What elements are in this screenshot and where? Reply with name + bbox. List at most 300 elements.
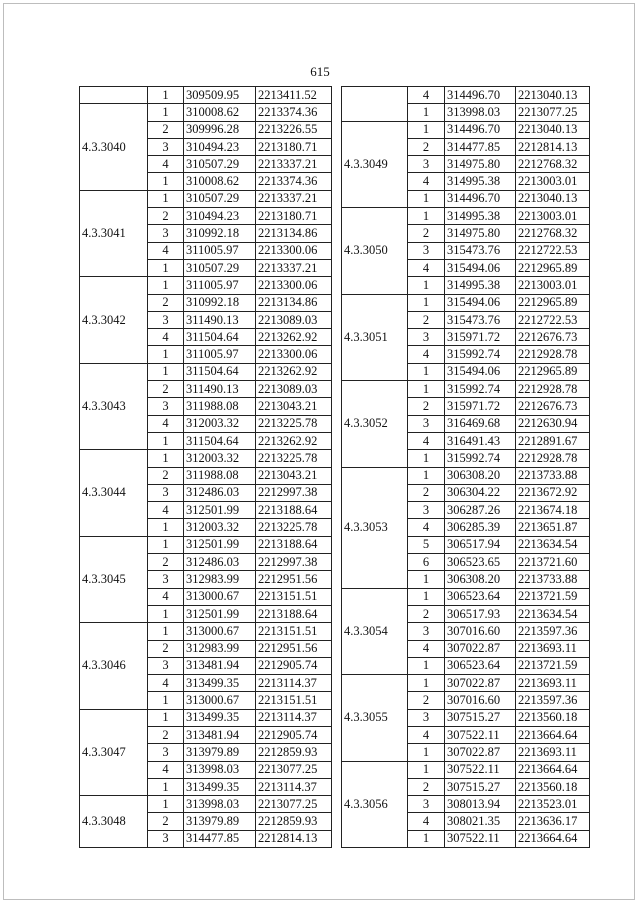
x-coordinate-cell: 314477.85 [445, 138, 516, 155]
x-coordinate-cell: 311005.97 [184, 242, 256, 259]
table-row [80, 104, 332, 121]
x-coordinate-cell: 306287.26 [445, 502, 516, 519]
table-row [80, 623, 332, 640]
y-coordinate-cell: 2213664.64 [516, 726, 590, 743]
y-coordinate-cell: 2213721.59 [516, 657, 590, 674]
point-number-cell: 1 [148, 277, 184, 294]
y-coordinate-cell: 2212768.32 [516, 156, 590, 173]
x-coordinate-cell: 314995.38 [445, 208, 516, 225]
point-number-cell: 2 [148, 381, 184, 398]
x-coordinate-cell: 306285.39 [445, 519, 516, 536]
point-number-cell: 3 [408, 502, 445, 519]
point-number-cell: 3 [408, 709, 445, 726]
y-coordinate-cell: 2213043.21 [256, 467, 332, 484]
y-coordinate-cell: 2213636.17 [516, 813, 590, 830]
y-coordinate-cell: 2213077.25 [516, 104, 590, 121]
point-number-cell: 4 [148, 242, 184, 259]
table-row [80, 277, 332, 294]
point-number-cell: 2 [408, 225, 445, 242]
y-coordinate-cell: 2213597.36 [516, 692, 590, 709]
y-coordinate-cell: 2213114.37 [256, 778, 332, 795]
y-coordinate-cell: 2212951.56 [256, 571, 332, 588]
y-coordinate-cell: 2213374.36 [256, 173, 332, 190]
point-number-cell: 2 [408, 311, 445, 328]
plot-id-cell: 4.3.3047 [80, 709, 148, 795]
x-coordinate-cell: 314496.70 [445, 121, 516, 138]
y-coordinate-cell: 2213672.92 [516, 484, 590, 501]
y-coordinate-cell: 2213733.88 [516, 467, 590, 484]
point-number-cell: 4 [408, 259, 445, 276]
x-coordinate-cell: 312486.03 [184, 554, 256, 571]
x-coordinate-cell: 311005.97 [184, 346, 256, 363]
x-coordinate-cell: 314975.80 [445, 225, 516, 242]
x-coordinate-cell: 306517.94 [445, 536, 516, 553]
x-coordinate-cell: 312501.99 [184, 502, 256, 519]
x-coordinate-cell: 314496.70 [445, 190, 516, 207]
plot-id-cell [80, 87, 148, 104]
plot-id-cell: 4.3.3055 [342, 675, 408, 761]
y-coordinate-cell: 2213134.86 [256, 225, 332, 242]
x-coordinate-cell: 316469.68 [445, 415, 516, 432]
point-number-cell: 1 [408, 657, 445, 674]
x-coordinate-cell: 308013.94 [445, 796, 516, 813]
x-coordinate-cell: 311504.64 [184, 329, 256, 346]
y-coordinate-cell: 2213300.06 [256, 277, 332, 294]
y-coordinate-cell: 2213733.88 [516, 571, 590, 588]
y-coordinate-cell: 2213225.78 [256, 450, 332, 467]
x-coordinate-cell: 306517.93 [445, 605, 516, 622]
table-row [342, 761, 590, 778]
y-coordinate-cell: 2212859.93 [256, 744, 332, 761]
plot-id-cell: 4.3.3043 [80, 363, 148, 449]
y-coordinate-cell: 2212951.56 [256, 640, 332, 657]
y-coordinate-cell: 2212676.73 [516, 329, 590, 346]
coordinates-table-left [79, 86, 332, 848]
x-coordinate-cell: 315494.06 [445, 294, 516, 311]
y-coordinate-cell: 2213262.92 [256, 432, 332, 449]
x-coordinate-cell: 315992.74 [445, 450, 516, 467]
point-number-cell: 1 [148, 190, 184, 207]
x-coordinate-cell: 315971.72 [445, 398, 516, 415]
x-coordinate-cell: 311504.64 [184, 363, 256, 380]
table-row [80, 190, 332, 207]
point-number-cell: 2 [148, 467, 184, 484]
x-coordinate-cell: 306523.65 [445, 554, 516, 571]
y-coordinate-cell: 2213151.51 [256, 692, 332, 709]
x-coordinate-cell: 311490.13 [184, 311, 256, 328]
point-number-cell: 1 [148, 796, 184, 813]
y-coordinate-cell: 2213693.11 [516, 640, 590, 657]
point-number-cell: 4 [148, 588, 184, 605]
x-coordinate-cell: 313000.67 [184, 588, 256, 605]
table-row [80, 536, 332, 553]
y-coordinate-cell: 2213693.11 [516, 744, 590, 761]
plot-id-cell: 4.3.3044 [80, 450, 148, 536]
x-coordinate-cell: 314477.85 [184, 830, 256, 847]
plot-id-cell: 4.3.3041 [80, 190, 148, 276]
point-number-cell: 2 [148, 813, 184, 830]
y-coordinate-cell: 2213040.13 [516, 121, 590, 138]
y-coordinate-cell: 2212965.89 [516, 363, 590, 380]
point-number-cell: 1 [408, 830, 445, 847]
y-coordinate-cell: 2212676.73 [516, 398, 590, 415]
table-row [342, 87, 590, 104]
y-coordinate-cell: 2213634.54 [516, 536, 590, 553]
plot-id-cell: 4.3.3056 [342, 761, 408, 847]
y-coordinate-cell: 2213337.21 [256, 259, 332, 276]
x-coordinate-cell: 308021.35 [445, 813, 516, 830]
y-coordinate-cell: 2213337.21 [256, 156, 332, 173]
x-coordinate-cell: 313979.89 [184, 813, 256, 830]
y-coordinate-cell: 2213043.21 [256, 398, 332, 415]
plot-id-cell: 4.3.3045 [80, 536, 148, 622]
y-coordinate-cell: 2213040.13 [516, 190, 590, 207]
point-number-cell: 6 [408, 554, 445, 571]
point-number-cell: 1 [408, 381, 445, 398]
point-number-cell: 1 [148, 709, 184, 726]
table-row [80, 796, 332, 813]
x-coordinate-cell: 309509.95 [184, 87, 256, 104]
point-number-cell: 4 [148, 415, 184, 432]
x-coordinate-cell: 311988.08 [184, 467, 256, 484]
y-coordinate-cell: 2212814.13 [516, 138, 590, 155]
plot-id-cell: 4.3.3054 [342, 588, 408, 674]
y-coordinate-cell: 2213225.78 [256, 415, 332, 432]
point-number-cell: 2 [148, 640, 184, 657]
point-number-cell: 1 [148, 692, 184, 709]
y-coordinate-cell: 2213721.60 [516, 554, 590, 571]
y-coordinate-cell: 2213003.01 [516, 173, 590, 190]
x-coordinate-cell: 313998.03 [445, 104, 516, 121]
y-coordinate-cell: 2212630.94 [516, 415, 590, 432]
x-coordinate-cell: 310494.23 [184, 138, 256, 155]
y-coordinate-cell: 2213560.18 [516, 709, 590, 726]
x-coordinate-cell: 306304.22 [445, 484, 516, 501]
x-coordinate-cell: 315494.06 [445, 363, 516, 380]
point-number-cell: 1 [148, 536, 184, 553]
y-coordinate-cell: 2213374.36 [256, 104, 332, 121]
table-row [80, 363, 332, 380]
y-coordinate-cell: 2212928.78 [516, 381, 590, 398]
table-row [80, 709, 332, 726]
x-coordinate-cell: 315473.76 [445, 242, 516, 259]
y-coordinate-cell: 2213337.21 [256, 190, 332, 207]
plot-id-cell: 4.3.3050 [342, 208, 408, 294]
x-coordinate-cell: 314975.80 [445, 156, 516, 173]
point-number-cell: 1 [408, 208, 445, 225]
plot-id-cell: 4.3.3048 [80, 796, 148, 848]
point-number-cell: 1 [408, 571, 445, 588]
point-number-cell: 3 [148, 657, 184, 674]
x-coordinate-cell: 313481.94 [184, 726, 256, 743]
point-number-cell: 1 [148, 259, 184, 276]
point-number-cell: 4 [408, 346, 445, 363]
point-number-cell: 3 [148, 744, 184, 761]
y-coordinate-cell: 2213597.36 [516, 623, 590, 640]
y-coordinate-cell: 2213651.87 [516, 519, 590, 536]
x-coordinate-cell: 310992.18 [184, 294, 256, 311]
y-coordinate-cell: 2212997.38 [256, 554, 332, 571]
point-number-cell: 1 [148, 104, 184, 121]
table-row [342, 294, 590, 311]
table-row [342, 208, 590, 225]
x-coordinate-cell: 315971.72 [445, 329, 516, 346]
y-coordinate-cell: 2213114.37 [256, 675, 332, 692]
y-coordinate-cell: 2212814.13 [256, 830, 332, 847]
y-coordinate-cell: 2213188.64 [256, 502, 332, 519]
y-coordinate-cell: 2213151.51 [256, 623, 332, 640]
point-number-cell: 1 [148, 519, 184, 536]
point-number-cell: 1 [408, 467, 445, 484]
y-coordinate-cell: 2212859.93 [256, 813, 332, 830]
y-coordinate-cell: 2213664.64 [516, 761, 590, 778]
point-number-cell: 1 [148, 346, 184, 363]
point-number-cell: 4 [408, 173, 445, 190]
plot-id-cell: 4.3.3051 [342, 294, 408, 380]
y-coordinate-cell: 2213180.71 [256, 208, 332, 225]
point-number-cell: 2 [408, 398, 445, 415]
table-row [342, 588, 590, 605]
point-number-cell: 1 [408, 761, 445, 778]
point-number-cell: 3 [148, 398, 184, 415]
y-coordinate-cell: 2213226.55 [256, 121, 332, 138]
point-number-cell: 2 [148, 726, 184, 743]
y-coordinate-cell: 2212965.89 [516, 259, 590, 276]
x-coordinate-cell: 306523.64 [445, 657, 516, 674]
plot-id-cell: 4.3.3046 [80, 623, 148, 709]
x-coordinate-cell: 307016.60 [445, 692, 516, 709]
y-coordinate-cell: 2212997.38 [256, 484, 332, 501]
y-coordinate-cell: 2213693.11 [516, 675, 590, 692]
y-coordinate-cell: 2213664.64 [516, 830, 590, 847]
point-number-cell: 2 [408, 692, 445, 709]
point-number-cell: 2 [148, 121, 184, 138]
point-number-cell: 3 [148, 225, 184, 242]
y-coordinate-cell: 2213721.59 [516, 588, 590, 605]
point-number-cell: 4 [148, 761, 184, 778]
plot-id-cell: 4.3.3049 [342, 121, 408, 207]
x-coordinate-cell: 312003.32 [184, 450, 256, 467]
point-number-cell: 1 [148, 363, 184, 380]
point-number-cell: 2 [148, 554, 184, 571]
y-coordinate-cell: 2212928.78 [516, 450, 590, 467]
point-number-cell: 1 [408, 277, 445, 294]
point-number-cell: 4 [148, 156, 184, 173]
plot-id-cell: 4.3.3042 [80, 277, 148, 363]
table-row [342, 467, 590, 484]
y-coordinate-cell: 2212768.32 [516, 225, 590, 242]
y-coordinate-cell: 2213180.71 [256, 138, 332, 155]
point-number-cell: 1 [408, 104, 445, 121]
point-number-cell: 1 [148, 173, 184, 190]
y-coordinate-cell: 2212965.89 [516, 294, 590, 311]
x-coordinate-cell: 316491.43 [445, 432, 516, 449]
point-number-cell: 2 [408, 484, 445, 501]
y-coordinate-cell: 2213523.01 [516, 796, 590, 813]
table-row [342, 121, 590, 138]
y-coordinate-cell: 2213040.13 [516, 87, 590, 104]
point-number-cell: 1 [148, 778, 184, 795]
point-number-cell: 3 [408, 415, 445, 432]
point-number-cell: 1 [408, 450, 445, 467]
y-coordinate-cell: 2212722.53 [516, 311, 590, 328]
point-number-cell: 4 [148, 502, 184, 519]
point-number-cell: 1 [148, 87, 184, 104]
x-coordinate-cell: 306308.20 [445, 467, 516, 484]
x-coordinate-cell: 307022.87 [445, 640, 516, 657]
y-coordinate-cell: 2213300.06 [256, 346, 332, 363]
point-number-cell: 1 [148, 623, 184, 640]
point-number-cell: 1 [408, 675, 445, 692]
y-coordinate-cell: 2213674.18 [516, 502, 590, 519]
x-coordinate-cell: 313499.35 [184, 675, 256, 692]
y-coordinate-cell: 2213003.01 [516, 208, 590, 225]
point-number-cell: 3 [408, 623, 445, 640]
y-coordinate-cell: 2212928.78 [516, 346, 590, 363]
point-number-cell: 1 [408, 294, 445, 311]
y-coordinate-cell: 2212905.74 [256, 657, 332, 674]
x-coordinate-cell: 313481.94 [184, 657, 256, 674]
y-coordinate-cell: 2213411.52 [256, 87, 332, 104]
point-number-cell: 1 [148, 605, 184, 622]
x-coordinate-cell: 310992.18 [184, 225, 256, 242]
point-number-cell: 2 [408, 138, 445, 155]
point-number-cell: 4 [408, 87, 445, 104]
point-number-cell: 1 [408, 363, 445, 380]
y-coordinate-cell: 2213089.03 [256, 311, 332, 328]
x-coordinate-cell: 312983.99 [184, 640, 256, 657]
x-coordinate-cell: 312486.03 [184, 484, 256, 501]
point-number-cell: 2 [148, 294, 184, 311]
x-coordinate-cell: 307022.87 [445, 675, 516, 692]
x-coordinate-cell: 309996.28 [184, 121, 256, 138]
plot-id-cell [342, 87, 408, 122]
x-coordinate-cell: 311005.97 [184, 277, 256, 294]
point-number-cell: 4 [408, 640, 445, 657]
table-row [342, 675, 590, 692]
x-coordinate-cell: 307522.11 [445, 830, 516, 847]
x-coordinate-cell: 307522.11 [445, 761, 516, 778]
table-row [342, 381, 590, 398]
y-coordinate-cell: 2213300.06 [256, 242, 332, 259]
x-coordinate-cell: 310008.62 [184, 173, 256, 190]
x-coordinate-cell: 310507.29 [184, 259, 256, 276]
x-coordinate-cell: 312003.32 [184, 415, 256, 432]
plot-id-cell: 4.3.3040 [80, 104, 148, 190]
x-coordinate-cell: 310507.29 [184, 190, 256, 207]
x-coordinate-cell: 313998.03 [184, 761, 256, 778]
point-number-cell: 3 [148, 484, 184, 501]
x-coordinate-cell: 310494.23 [184, 208, 256, 225]
point-number-cell: 4 [148, 675, 184, 692]
point-number-cell: 4 [408, 726, 445, 743]
table-row [80, 450, 332, 467]
x-coordinate-cell: 314995.38 [445, 277, 516, 294]
point-number-cell: 4 [408, 813, 445, 830]
x-coordinate-cell: 315992.74 [445, 381, 516, 398]
x-coordinate-cell: 307515.27 [445, 778, 516, 795]
table-row [80, 87, 332, 104]
point-number-cell: 1 [408, 588, 445, 605]
point-number-cell: 3 [148, 138, 184, 155]
x-coordinate-cell: 313979.89 [184, 744, 256, 761]
y-coordinate-cell: 2213188.64 [256, 536, 332, 553]
y-coordinate-cell: 2213114.37 [256, 709, 332, 726]
x-coordinate-cell: 313499.35 [184, 778, 256, 795]
x-coordinate-cell: 314496.70 [445, 87, 516, 104]
y-coordinate-cell: 2213560.18 [516, 778, 590, 795]
y-coordinate-cell: 2213003.01 [516, 277, 590, 294]
x-coordinate-cell: 312983.99 [184, 571, 256, 588]
x-coordinate-cell: 312501.99 [184, 605, 256, 622]
point-number-cell: 1 [408, 121, 445, 138]
y-coordinate-cell: 2213151.51 [256, 588, 332, 605]
y-coordinate-cell: 2213634.54 [516, 605, 590, 622]
x-coordinate-cell: 310008.62 [184, 104, 256, 121]
point-number-cell: 4 [408, 432, 445, 449]
point-number-cell: 3 [148, 571, 184, 588]
x-coordinate-cell: 307515.27 [445, 709, 516, 726]
point-number-cell: 2 [408, 778, 445, 795]
x-coordinate-cell: 306523.64 [445, 588, 516, 605]
point-number-cell: 3 [408, 242, 445, 259]
y-coordinate-cell: 2213188.64 [256, 605, 332, 622]
x-coordinate-cell: 312003.32 [184, 519, 256, 536]
point-number-cell: 5 [408, 536, 445, 553]
y-coordinate-cell: 2212722.53 [516, 242, 590, 259]
x-coordinate-cell: 311490.13 [184, 381, 256, 398]
x-coordinate-cell: 314995.38 [445, 173, 516, 190]
point-number-cell: 2 [148, 208, 184, 225]
point-number-cell: 1 [148, 432, 184, 449]
point-number-cell: 3 [408, 329, 445, 346]
x-coordinate-cell: 311988.08 [184, 398, 256, 415]
y-coordinate-cell: 2213077.25 [256, 761, 332, 778]
x-coordinate-cell: 313499.35 [184, 709, 256, 726]
plot-id-cell: 4.3.3052 [342, 381, 408, 467]
point-number-cell: 4 [408, 519, 445, 536]
point-number-cell: 3 [408, 796, 445, 813]
x-coordinate-cell: 307522.11 [445, 726, 516, 743]
point-number-cell: 3 [148, 311, 184, 328]
x-coordinate-cell: 306308.20 [445, 571, 516, 588]
y-coordinate-cell: 2213077.25 [256, 796, 332, 813]
coordinates-table-right [341, 86, 590, 848]
x-coordinate-cell: 312501.99 [184, 536, 256, 553]
point-number-cell: 3 [148, 830, 184, 847]
y-coordinate-cell: 2213089.03 [256, 381, 332, 398]
y-coordinate-cell: 2213225.78 [256, 519, 332, 536]
y-coordinate-cell: 2213134.86 [256, 294, 332, 311]
point-number-cell: 1 [148, 450, 184, 467]
x-coordinate-cell: 313998.03 [184, 796, 256, 813]
y-coordinate-cell: 2212891.67 [516, 432, 590, 449]
x-coordinate-cell: 307016.60 [445, 623, 516, 640]
plot-id-cell: 4.3.3053 [342, 467, 408, 588]
x-coordinate-cell: 307022.87 [445, 744, 516, 761]
page-number: 615 [310, 64, 330, 79]
y-coordinate-cell: 2213262.92 [256, 329, 332, 346]
point-number-cell: 2 [408, 605, 445, 622]
point-number-cell: 3 [408, 156, 445, 173]
x-coordinate-cell: 315473.76 [445, 311, 516, 328]
y-coordinate-cell: 2212905.74 [256, 726, 332, 743]
point-number-cell: 4 [148, 329, 184, 346]
x-coordinate-cell: 310507.29 [184, 156, 256, 173]
point-number-cell: 1 [408, 744, 445, 761]
x-coordinate-cell: 315494.06 [445, 259, 516, 276]
y-coordinate-cell: 2213262.92 [256, 363, 332, 380]
